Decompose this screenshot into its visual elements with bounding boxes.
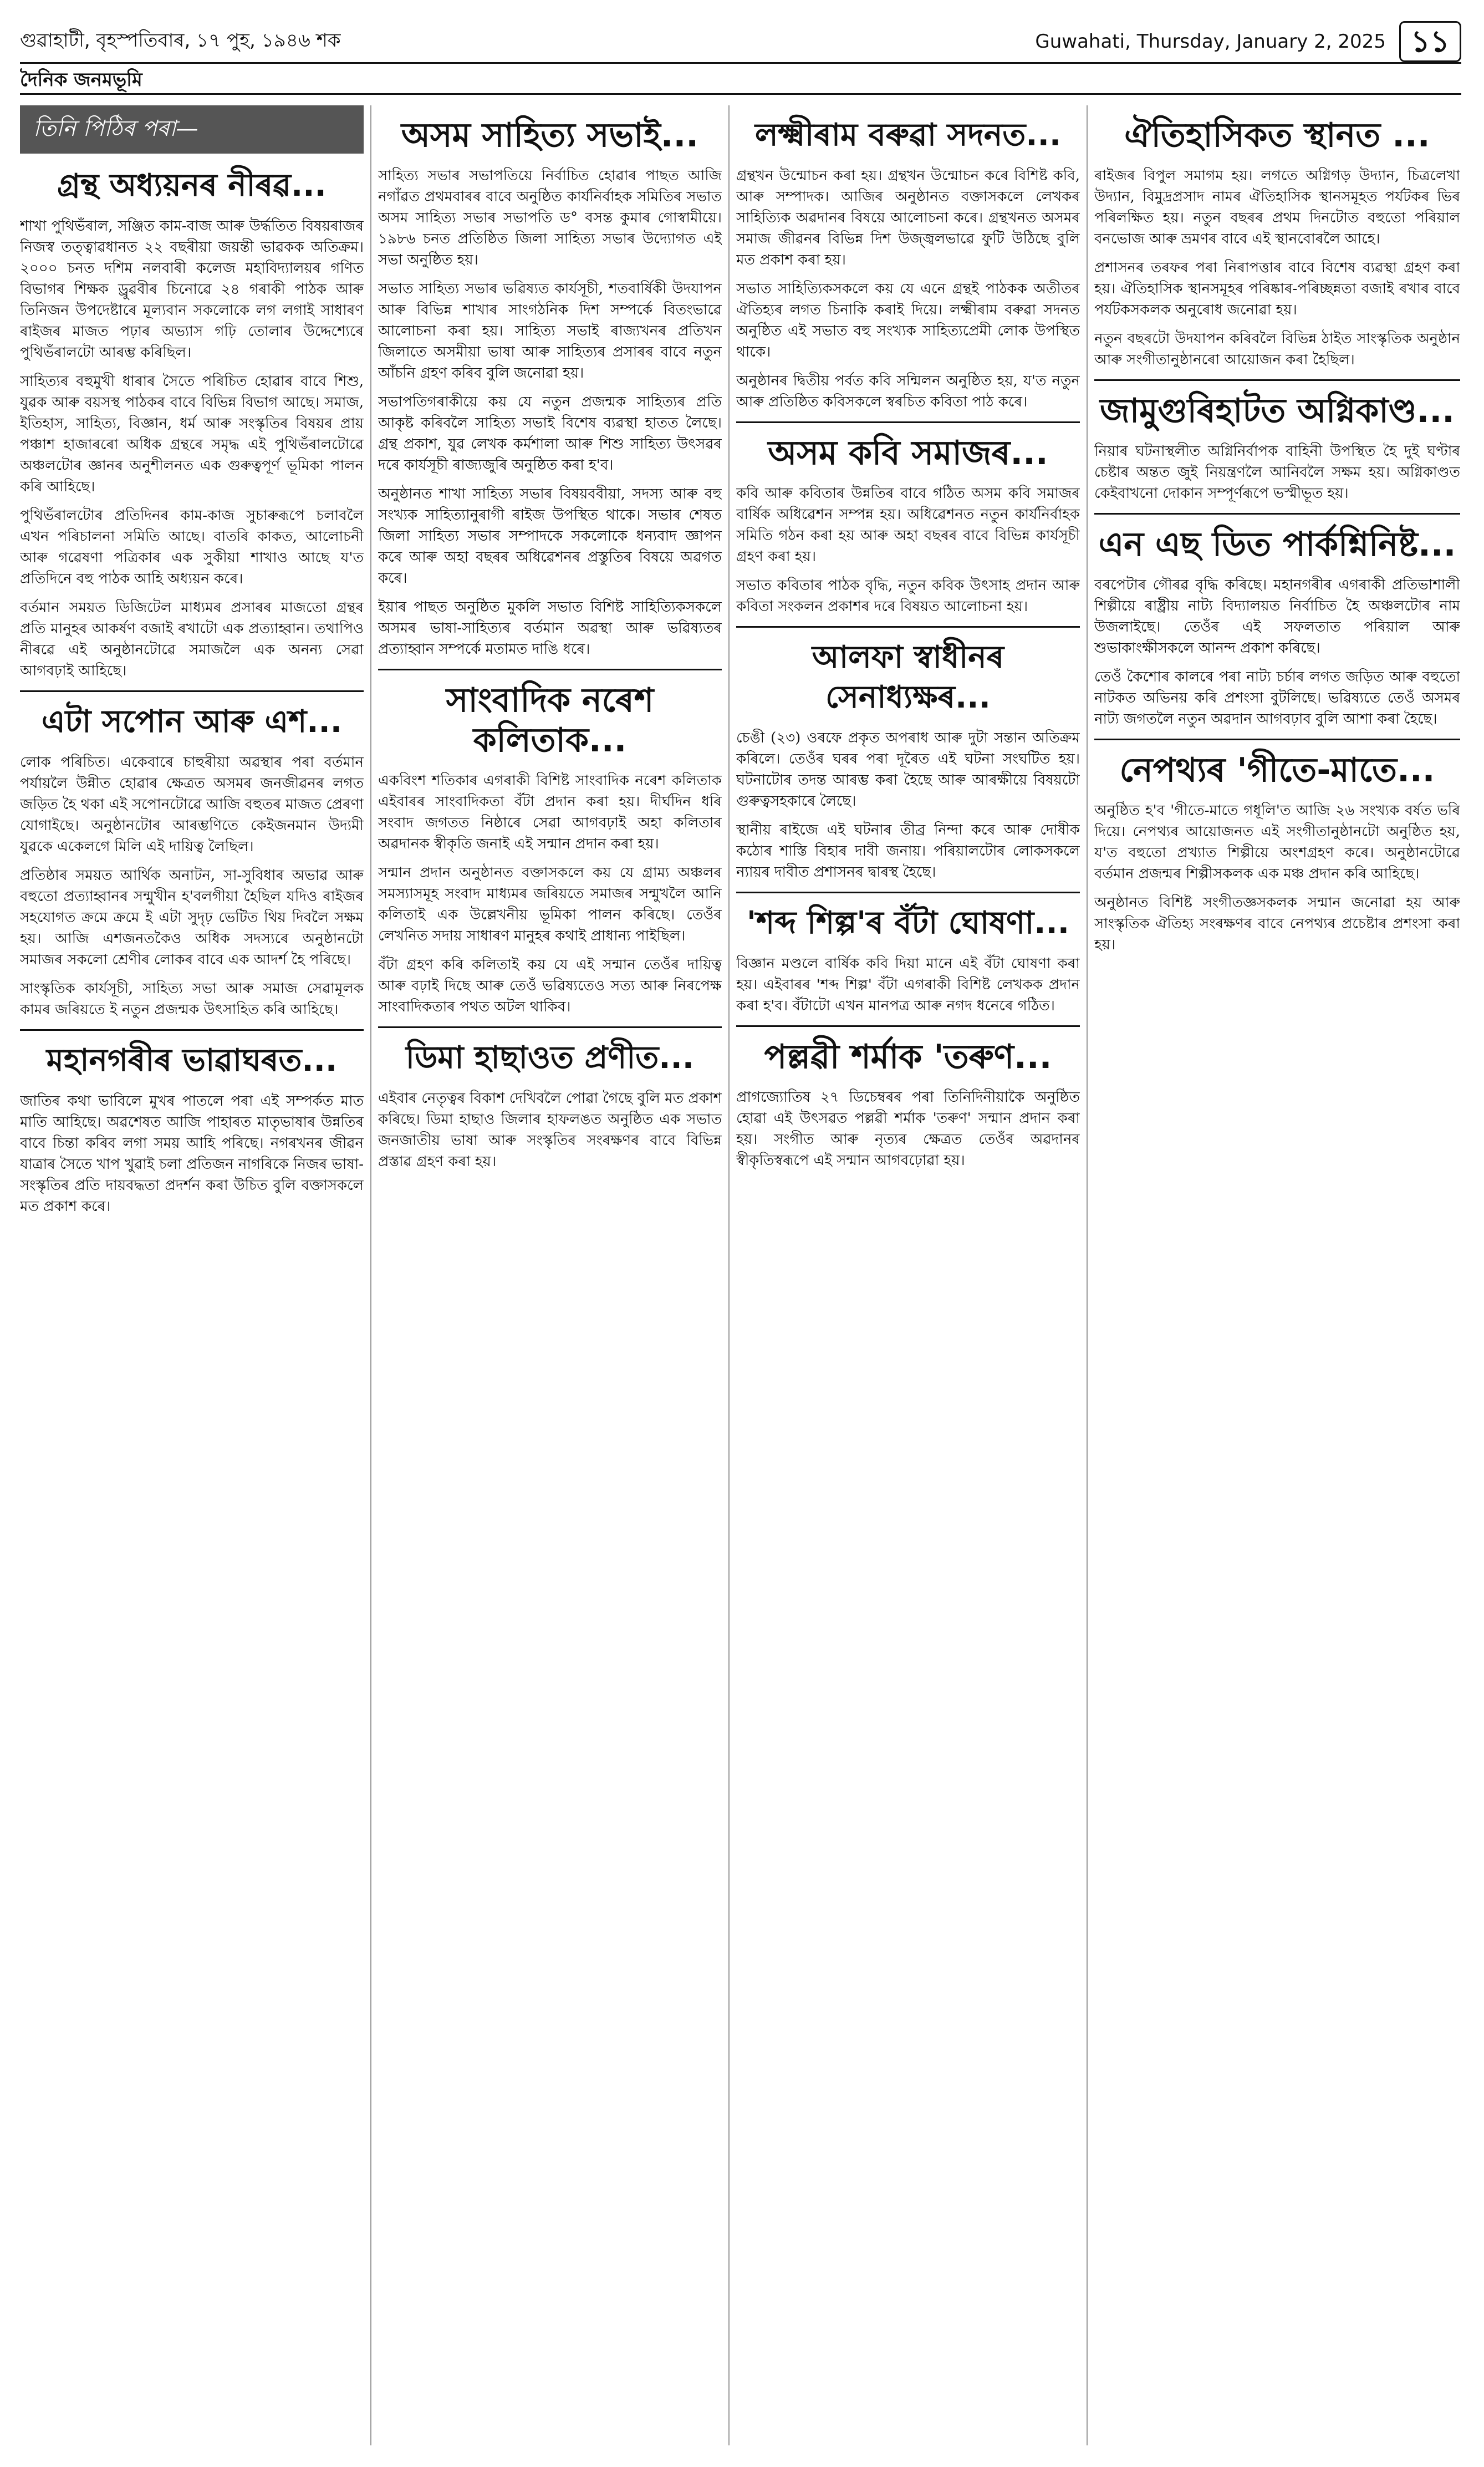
paragraph: সভাপতিগৰাকীয়ে কয় যে নতুন প্ৰজন্মক সাহিত্যৰ প্ৰতি আকৃষ্ট কৰিবলৈ সাহিত্য সভাই বিশেষ ব্যৱস্থা হাতত লৈছে। গ্ৰন্থ প্ৰকাশ, যুৱ লেখক কৰ্মশালা আৰু শিশু সাহিত্য উৎসৱৰ দৰে কাৰ্যসূচী ৰাজ্যজুৰি অনুষ্ঠিত কৰা হ'ব। (378, 394, 722, 474)
serial-label: তিনি পিঠিৰ পৰা— (20, 105, 364, 154)
paragraph: সাহিত্যৰ বহুমুখী ধাৰাৰ সৈতে পৰিচিত হোৱাৰ বাবে শিশু, যুৱক আৰু বয়সস্থ পাঠকৰ বাবে বিভিন্ন বিভাগ আছে। সমাজ, ইতিহাস, সাহিত্য, বিজ্ঞান, ধৰ্ম আৰু সংস্কৃতিৰ বিষয়ৰ প্ৰায় পঞ্চাশ হাজাৰৰো অধিক গ্ৰন্থৰে সমৃদ্ধ এই পুথিভঁৰালটোৱে অঞ্চলটোৰ জ্ঞানৰ অনুশীলনত এক গুৰুত্বপূৰ্ণ ভূমিকা পালন কৰি আহিছে। (20, 373, 364, 495)
paragraph: অনুষ্ঠানৰ দ্বিতীয় পৰ্বত কবি সন্মিলন অনুষ্ঠিত হয়, য'ত নতুন আৰু প্ৰতিষ্ঠিত কবিসকলে স্বৰচিত কবিতা পাঠ কৰে। (736, 373, 1080, 410)
paragraph: কবি আৰু কবিতাৰ উন্নতিৰ বাবে গঠিত অসম কবি সমাজৰ বাৰ্ষিক অধিৱেশন সম্পন্ন হয়। অধিৱেশনত নতুন কাৰ্যনিৰ্বাহক সমিতি গঠন কৰা হয় আৰু অহা বছৰৰ বাবে বিভিন্ন কাৰ্যসূচী গ্ৰহণ কৰা হয়। (736, 485, 1080, 565)
headline-asom-sahitya-sabha: অসম সাহিত্য সভাই... (401, 116, 699, 155)
headline-sapon-aru-esh: এটা সপোন আৰু এশ... (41, 704, 343, 740)
divider (1094, 379, 1460, 381)
divider (736, 626, 1080, 628)
paragraph: অনুষ্ঠানত বিশিষ্ট সংগীতজ্ঞসকলক সন্মান জনোৱা হয় আৰু সাংস্কৃতিক ঐতিহ্য সংৰক্ষণৰ বাবে নেপথ্যৰ প্ৰচেষ্টাৰ প্ৰশংসা কৰা হয়। (1094, 894, 1460, 953)
paragraph: সভাত কবিতাৰ পাঠক বৃদ্ধি, নতুন কবিক উৎসাহ প্ৰদান আৰু কবিতা সংকলন প্ৰকাশৰ দৰে বিষয়ত আলোচনা হয়। (736, 577, 1080, 615)
paragraph: এইবাৰ নেতৃত্বৰ বিকাশ দেখিবলৈ পোৱা গৈছে বুলি মত প্ৰকাশ কৰিছে। ডিমা হাছাও জিলাৰ হাফলঙত অনুষ্ঠিত এক সভাত জনজাতীয় ভাষা আৰু সংস্কৃতিৰ সংৰক্ষণৰ বাবে বিভিন্ন প্ৰস্তাৱ গ্ৰহণ কৰা হয়। (378, 1090, 722, 1170)
paragraph: ৰাইজৰ বিপুল সমাগম হয়। লগতে অগ্নিগড় উদ্যান, চিত্ৰলেখা উদ্যান, বিমুদ্ৰপ্ৰসাদ নামৰ ঐতিহাসিক স্থানসমূহত পৰ্যটকৰ ভিৰ পৰিলক্ষিত হয়। নতুন বছৰৰ প্ৰথম দিনটোত বহুতো পৰিয়াল বনভোজ আৰু ভ্ৰমণৰ বাবে এই স্থানবোৰলৈ আহে। (1094, 167, 1460, 247)
paragraph: প্ৰাগজ্যোতিষ ২৭ ডিচেম্বৰৰ পৰা তিনিদিনীয়াকৈ অনুষ্ঠিত হোৱা এই উৎসৱত পল্লৱী শৰ্মাক 'তৰুণ' সন্মান প্ৰদান কৰা হয়। সংগীত আৰু নৃত্যৰ ক্ষেত্ৰত তেওঁৰ অৱদানৰ স্বীকৃতিস্বৰূপে এই সন্মান আগবঢ়োৱা হয়। (736, 1089, 1080, 1169)
headline-naresh-kalita: সাংবাদিক নৰেশ কলিতাক... (446, 681, 654, 760)
paragraph: ইয়াৰ পাছত অনুষ্ঠিত মুকলি সভাত বিশিষ্ট সাহিত্যিকসকলে অসমৰ ভাষা-সাহিত্যৰ বৰ্তমান অৱস্থা আৰু ভৱিষ্যতৰ প্ৰত্যাহ্বান সম্পৰ্কে মতামত দাঙি ধৰে। (378, 599, 722, 658)
paragraph: জাতিৰ কথা ভাবিলে মুখৰ পাতলে পৰা এই সম্পৰ্কত মাত মাতি আহিছে। অৱশেষত আজি পাহাৰত মাতৃভাষাৰ উন্নতিৰ বাবে চিন্তা কৰিব লগা সময় আহি পৰিছে। নগৰখনৰ জীৱন যাত্ৰাৰ সৈতে খাপ খুৱাই চলা প্ৰতিজন নাগৰিকে নিজৰ ভাষা-সংস্কৃতিৰ প্ৰতি দায়বদ্ধতা প্ৰদৰ্শন কৰা উচিত বুলি বক্তাসকলে মত প্ৰকাশ কৰে। (20, 1093, 364, 1215)
headline-pallavi-sharma: পল্লৱী শৰ্মাক 'তৰুণ... (764, 1037, 1052, 1076)
paragraph: গ্ৰন্থখন উন্মোচন কৰা হয়। গ্ৰন্থখন উন্মোচন কৰে বিশিষ্ট কবি, আৰু সম্পাদক। আজিৰ অনুষ্ঠানত বক্তাসকলে লেখকৰ সাহিত্যিক অৱদানৰ বিষয়ে আলোচনা কৰে। গ্ৰন্থখনত অসমৰ সমাজ জীৱনৰ বিভিন্ন দিশ উজ্জ্বলভাৱে ফুটি উঠিছে বুলি মত প্ৰকাশ কৰা হয়। (736, 167, 1080, 268)
headline-jamuguri-fire: জামুগুৰিহাটত অগ্নিকাণ্ড... (1100, 391, 1455, 430)
column-1 (20, 105, 364, 2445)
paragraph: অনুষ্ঠিত হ'ব 'গীতে-মাতে গধূলি'ত আজি ২৬ সংখ্যক বৰ্ষত ভৰি দিয়ে। নেপথ্যৰ আয়োজনত এই সংগীতানুষ্ঠানটো অনুষ্ঠিত হয়, য'ত বহুতো প্ৰখ্যাত শিল্পীয়ে অংশগ্ৰহণ কৰে। অনুষ্ঠানটোৱে বৰ্তমান প্ৰজন্মৰ শিল্পীসকলক এক মঞ্চ প্ৰদান কৰি আহিছে। (1094, 802, 1460, 882)
divider (20, 690, 364, 692)
paragraph: নতুন বছৰটো উদযাপন কৰিবলৈ বিভিন্ন ঠাইত সাংস্কৃতিক অনুষ্ঠান আৰু সংগীতানুষ্ঠানৰো আয়োজন কৰা হৈছিল। (1094, 330, 1460, 368)
divider (736, 892, 1080, 893)
column-2 (378, 105, 722, 2445)
headline-oitihasik-sthan: ঐতিহাসিকত স্থানত ... (1124, 116, 1430, 155)
paragraph: বিজ্ঞান মণ্ডলে বাৰ্ষিক কবি দিয়া মানে এই বঁটা ঘোষণা কৰা হয়। এইবাৰৰ 'শব্দ শিল্প' বঁটা এগৰাকী বিশিষ্ট লেখকক প্ৰদান কৰা হ'ব। বঁটাটো এখন মানপত্ৰ আৰু নগদ ধনেৰে গঠিত। (736, 955, 1080, 1014)
divider (1094, 739, 1460, 740)
paragraph: সন্মান প্ৰদান অনুষ্ঠানত বক্তাসকলে কয় যে গ্ৰাম্য অঞ্চলৰ সমস্যাসমূহ সংবাদ মাধ্যমৰ জৰিয়তে সমাজৰ সন্মুখলৈ আনি কলিতাই এক উল্লেখনীয় ভূমিকা পালন কৰিছে। তেওঁৰ লেখনিত সদায় সাধাৰণ মানুহৰ কথাই প্ৰাধান্য পাইছিল। (378, 864, 722, 944)
paragraph: চেঙী (২৩) ওৰফে প্ৰকৃত অপৰাধ আৰু দুটা সন্তান অতিক্ৰম কৰিলে। তেওঁৰ ঘৰৰ পৰা দূৰৈত এই ঘটনা সংঘটিত হয়। ঘটনাটোৰ তদন্ত আৰম্ভ কৰা হৈছে আৰু আৰক্ষীয়ে বিষয়টো গুৰুত্বসহকাৰে লৈছে। (736, 730, 1080, 810)
paragraph: প্ৰশাসনৰ তৰফৰ পৰা নিৰাপত্তাৰ বাবে বিশেষ ব্যৱস্থা গ্ৰহণ কৰা হয়। ঐতিহাসিক স্থানসমূহৰ পৰিষ্কাৰ-পৰিচ্ছন্নতা বজাই ৰখাৰ বাবে পৰ্যটকসকলক অনুৰোধ জনোৱা হয়। (1094, 260, 1460, 318)
divider (378, 669, 722, 670)
paragraph: সাহিত্য সভাৰ সভাপতিয়ে নিৰ্বাচিত হোৱাৰ পাছত আজি নগাঁৱত প্ৰথমবাৰৰ বাবে অনুষ্ঠিত কাৰ্যনিৰ্বাহক সমিতিৰ সভাত অসম সাহিত্য সভাৰ সভাপতি ড° বসন্ত কুমাৰ গোস্বামীয়ে। ১৯৮৬ চনত প্ৰতিষ্ঠিত জিলা সাহিত্য সভাৰ উদ্যোগত এই সভা অনুষ্ঠিত হয়। (378, 167, 722, 268)
column-rule (728, 105, 730, 2445)
paragraph: বঁটা গ্ৰহণ কৰি কলিতাই কয় যে এই সন্মান তেওঁৰ দায়িত্ব আৰু বঢ়াই দিছে আৰু তেওঁ ভৱিষ্যতেও সত্য আৰু নিৰপেক্ষ সাংবাদিকতাৰ পথত অটল থাকিব। (378, 957, 722, 1015)
paragraph: সভাত সাহিত্যিকসকলে কয় যে এনে গ্ৰন্থই পাঠকক অতীতৰ ঐতিহ্যৰ লগত চিনাকি কৰাই দিয়ে। লক্ষ্মীৰাম বৰুৱা সদনত অনুষ্ঠিত এই সভাত বহু সংখ্যক সাহিত্যপ্ৰেমী লোক উপস্থিত থাকে। (736, 281, 1080, 360)
header-date-assamese: গুৱাহাটী, বৃহস্পতিবাৰ, ১৭ পুহ, ১৯৪৬ শক (20, 29, 341, 52)
divider (1094, 513, 1460, 515)
column-3 (736, 105, 1080, 2445)
divider (378, 1026, 722, 1028)
paragraph: শাখা পুথিভঁৰাল, সঞ্জিত কাম-বাজ আৰু উৰ্দ্ধতিত বিষয়ৰাজৰ নিজস্ব তত্ত্বাৱধানত ২২ বছৰীয়া জয়ন্তী ভাৱকক অতিক্ৰম। ২০০০ চনত দশিম নলবাৰী কলেজ মহাবিদ্যালয়ৰ গণিত বিভাগৰ শিক্ষক ড্ৰুৱবীৰ চিনোৱে ২৪ গৰাকী পাঠক আৰু তিনিজন উপদেষ্টাৰে মূল্যবান সকলোকে লগ লগাই সাধাৰণ ৰাইজৰ মাজত পঢ়াৰ অভ্যাস গঢ়ি তোলাৰ উদ্দেশ্যেৰে পুথিভঁৰালটো আৰম্ভ কৰিছিল। (20, 218, 364, 361)
headline-mahanagari: মহানগৰীৰ ভাৱাঘৰত... (46, 1042, 338, 1079)
brand-rule (20, 93, 1461, 95)
divider (736, 421, 1080, 423)
header-rule (20, 62, 1461, 64)
divider (20, 1029, 364, 1031)
header-date-english: Guwahati, Thursday, January 2, 2025 (1035, 30, 1386, 53)
paragraph: তেওঁ কৈশোৰ কালৰে পৰা নাট্য চৰ্চাৰ লগত জড়িত আৰু বহুতো নাটকত অভিনয় কৰি প্ৰশংসা বুটলিছে। ভৱিষ্যতে তেওঁ অসমৰ নাট্য জগতলৈ নতুন অৱদান আগবঢ়াব বুলি আশা কৰা হৈছে। (1094, 669, 1460, 728)
paragraph: স্থানীয় ৰাইজে এই ঘটনাৰ তীব্ৰ নিন্দা কৰে আৰু দোষীক কঠোৰ শাস্তি বিহাৰ দাবী জনায়। পৰিয়ালটোৰ লোকসকলে ন্যায়ৰ দাবীত প্ৰশাসনৰ দ্বাৰস্থ হৈছে। (736, 822, 1080, 881)
column-rule (370, 105, 371, 2445)
headline-granth-adhyayan: গ্ৰন্থ অধ্যয়নৰ নীৰৱ... (57, 167, 327, 204)
paragraph: প্ৰতিষ্ঠাৰ সময়ত আৰ্থিক অনাটন, সা-সুবিধাৰ অভাৱ আৰু বহুতো প্ৰত্যাহ্বানৰ সন্মুখীন হ'বলগীয়া হৈছিল যদিও ৰাইজৰ সহযোগত ক্ৰমে ক্ৰমে ই এটা সুদৃঢ় ভেটিত থিয় দিবলৈ সক্ষম হয়। আজি এশজনতকৈও অধিক সদস্যৰে অনুষ্ঠানটো সমাজৰ সকলো শ্ৰেণীৰ লোকৰ বাবে এক আদৰ্শ হৈ পৰিছে। (20, 867, 364, 968)
header-right (1035, 21, 1461, 62)
divider (736, 1025, 1080, 1027)
headline-dima-hasao: ডিমা হাছাওত প্ৰণীত... (405, 1040, 695, 1076)
headline-nsd: এন এছ ডিত পাৰ্কশ্নিনিষ্ট... (1098, 525, 1456, 564)
headline-shabda-shilpa: 'শব্দ শিল্প'ৰ বঁটা ঘোষণা... (746, 905, 1070, 941)
column-rule (1087, 105, 1088, 2445)
page-header (20, 22, 1461, 61)
paragraph: সাংস্কৃতিক কাৰ্যসূচী, সাহিত্য সভা আৰু সমাজ সেৱামূলক কামৰ জৰিয়তে ই নতুন প্ৰজন্মক উৎসাহিত কৰি আহিছে। (20, 980, 364, 1018)
page-number: ১১ (1399, 21, 1461, 62)
headline-nepathya-geete-maate: নেপথ্যৰ 'গীতে-মাতে... (1119, 751, 1435, 790)
headline-alfa-swadhin: আলফা স্বাধীনৰ সেনাধ্যক্ষৰ... (812, 639, 1004, 715)
paragraph: একবিংশ শতিকাৰ এগৰাকী বিশিষ্ট সাংবাদিক নৰেশ কলিতাক এইবাৰৰ সাংবাদিকতা বঁটা প্ৰদান কৰা হয়। দীৰ্ঘদিন ধৰি সংবাদ জগতত নিষ্ঠাৰে সেৱা আগবঢ়াই অহা কলিতাৰ অৱদানক স্বীকৃতি জনাই এই সন্মান প্ৰদান কৰা হয়। (378, 772, 722, 852)
paragraph: বৰপেটাৰ গৌৰৱ বৃদ্ধি কৰিছে। মহানগৰীৰ এগৰাকী প্ৰতিভাশালী শিল্পীয়ে ৰাষ্ট্ৰীয় নাট্য বিদ্যালয়ত নিৰ্বাচিত হৈ অঞ্চলটোৰ নাম উজলাইছে। তেওঁৰ এই সফলতাত পৰিয়াল আৰু শুভাকাংক্ষীসকলে আনন্দ প্ৰকাশ কৰিছে। (1094, 577, 1460, 657)
paragraph: নিয়াৰ ঘটনাস্থলীত অগ্নিনিৰ্বাপক বাহিনী উপস্থিত হৈ দুই ঘণ্টাৰ চেষ্টাৰ অন্তত জুই নিয়ন্ত্ৰণলৈ আনিবলৈ সক্ষম হয়। অগ্নিকাণ্ডত কেইবাখনো দোকান সম্পূৰ্ণৰূপে ভস্মীভূত হয়। (1094, 443, 1460, 502)
headline-lakshmiram-barua: লক্ষ্মীৰাম বৰুৱা সদনত... (754, 117, 1062, 153)
paragraph: লোক পৰিচিত। একেবাৰে চাহুৰীয়া অৱস্থাৰ পৰা বৰ্তমান পৰ্যায়লৈ উন্নীত হোৱাৰ ক্ষেত্ৰত অসমৰ জনজীৱনৰ লগত জড়িত হৈ থকা এই সপোনটোৱে আজি বহুতৰ মাজত প্ৰেৰণা যোগাইছে। অনুষ্ঠানটোৰ আৰম্ভণিতে কেইজনমান উদ্যমী যুৱকে একেলগে মিলি এই দায়িত্ব লৈছিল। (20, 754, 364, 855)
paragraph: পুথিভঁৰালটোৰ প্ৰতিদিনৰ কাম-কাজ সুচাৰুৰূপে চলাবলৈ এখন পৰিচালনা সমিতি আছে। বাতৰি কাকত, আলোচনী আৰু গৱেষণা পত্ৰিকাৰ এক সুকীয়া শাখাও আছে য'ত প্ৰতিদিনে বহু পাঠক আহি অধ্যয়ন কৰে। (20, 507, 364, 587)
headline-asom-kabi-samaj: অসম কবি সমাজৰ... (768, 434, 1048, 472)
paragraph: অনুষ্ঠানত শাখা সাহিত্য সভাৰ বিষয়ববীয়া, সদস্য আৰু বহু সংখ্যক সাহিত্যানুৰাগী ৰাইজ উপস্থিত থাকে। সভাৰ শেষত জিলা সাহিত্য সভাৰ সম্পাদকে সকলোকে ধন্যবাদ জ্ঞাপন কৰে আৰু অহা বছৰৰ অধিৱেশনৰ প্ৰস্তুতিৰ বিষয়ে অৱগত কৰে। (378, 486, 722, 587)
newspaper-brand: দৈনিক জনমভূমি (20, 69, 142, 91)
paragraph: বৰ্তমান সময়ত ডিজিটেল মাধ্যমৰ প্ৰসাৰৰ মাজতো গ্ৰন্থৰ প্ৰতি মানুহৰ আকৰ্ষণ বজাই ৰখাটো এক প্ৰত্যাহ্বান। তথাপিও নীৰৱে এই অনুষ্ঠানটোৱে সমাজলৈ এক অনন্য সেৱা আগবঢ়াই আহিছে। (20, 599, 364, 679)
paragraph: সভাত সাহিত্য সভাৰ ভৱিষ্যত কাৰ্যসূচী, শতবাৰ্ষিকী উদযাপন আৰু বিভিন্ন শাখাৰ সাংগঠনিক দিশ সম্পৰ্কে বিতংভাৱে আলোচনা কৰা হয়। সাহিত্য সভাই ৰাজ্যখনৰ প্ৰতিখন জিলাতে অসমীয়া ভাষা আৰু সাহিত্যৰ প্ৰসাৰৰ বাবে নতুন আঁচনি গ্ৰহণ কৰিব বুলি জনোৱা হয়। (378, 281, 722, 382)
column-4 (1094, 105, 1460, 2445)
